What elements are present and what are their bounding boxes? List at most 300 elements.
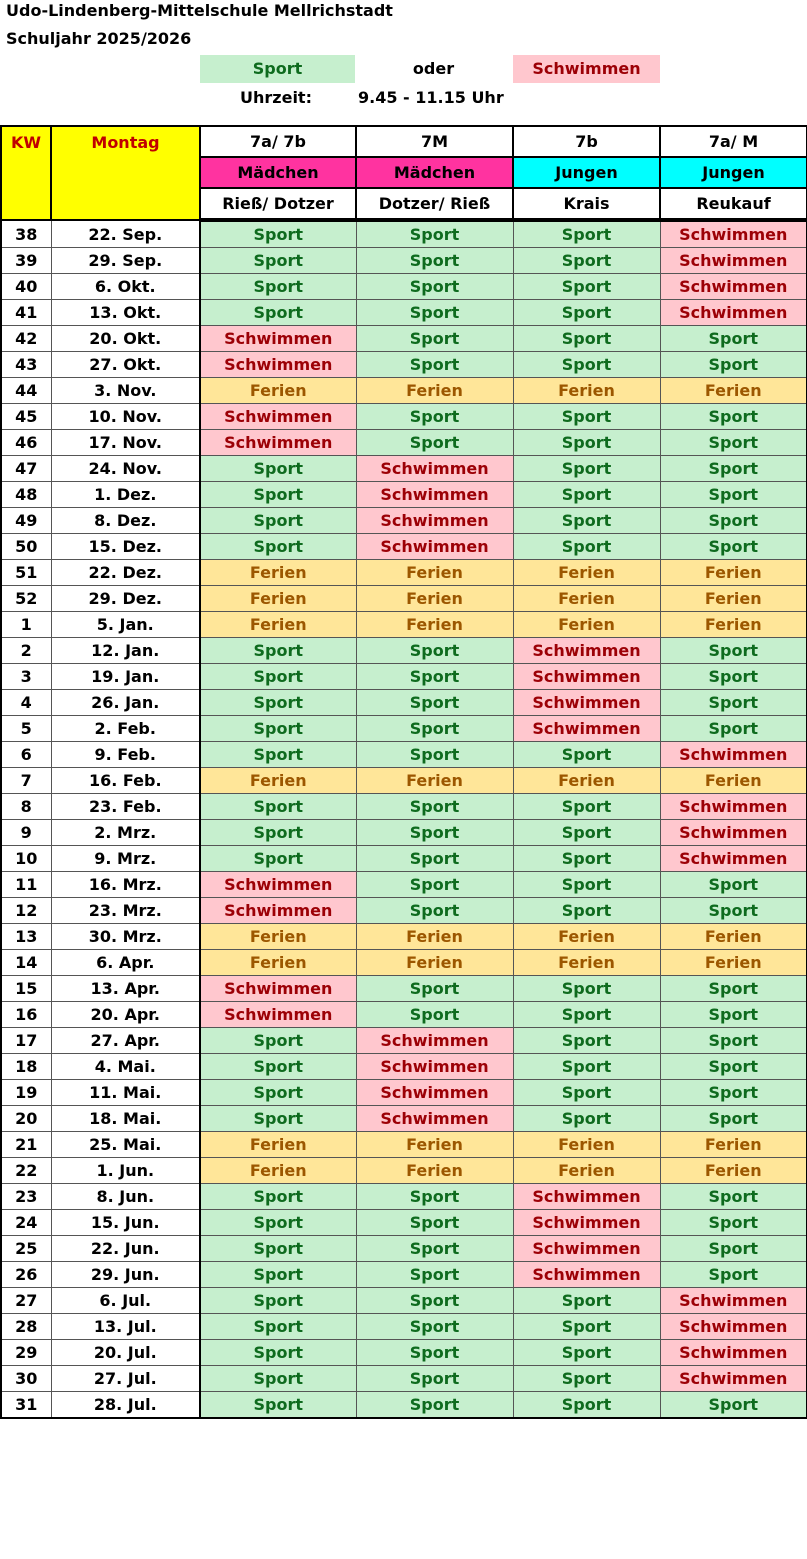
activity-cell: Sport <box>513 1392 660 1419</box>
time-value: 9.45 - 11.15 Uhr <box>358 88 504 107</box>
date-cell: 15. Jun. <box>51 1210 200 1236</box>
activity-cell: Sport <box>660 716 807 742</box>
activity-cell: Ferien <box>660 560 807 586</box>
date-cell: 2. Feb. <box>51 716 200 742</box>
activity-cell: Ferien <box>513 586 660 612</box>
date-cell: 19. Jan. <box>51 664 200 690</box>
activity-cell: Sport <box>660 1080 807 1106</box>
kw-cell: 25 <box>1 1236 51 1262</box>
activity-cell: Sport <box>513 820 660 846</box>
activity-cell: Sport <box>660 872 807 898</box>
activity-cell: Sport <box>513 430 660 456</box>
activity-cell: Sport <box>200 1236 356 1262</box>
kw-cell: 11 <box>1 872 51 898</box>
activity-cell: Sport <box>200 1340 356 1366</box>
legend-sport: Sport <box>200 55 355 83</box>
activity-cell: Sport <box>660 976 807 1002</box>
date-cell: 23. Mrz. <box>51 898 200 924</box>
activity-cell: Schwimmen <box>200 404 356 430</box>
date-cell: 28. Jul. <box>51 1392 200 1419</box>
table-row <box>1 1314 807 1340</box>
activity-cell: Sport <box>356 1392 513 1419</box>
date-cell: 9. Mrz. <box>51 846 200 872</box>
kw-cell: 16 <box>1 1002 51 1028</box>
activity-cell: Ferien <box>200 560 356 586</box>
table-row <box>1 1106 807 1132</box>
activity-cell: Schwimmen <box>513 1262 660 1288</box>
class-header: 7a/ M <box>660 126 807 157</box>
activity-cell: Schwimmen <box>356 508 513 534</box>
teacher-header: Rieß/ Dotzer <box>200 188 356 220</box>
activity-cell: Sport <box>356 794 513 820</box>
activity-cell: Sport <box>356 742 513 768</box>
activity-cell: Sport <box>200 794 356 820</box>
kw-cell: 13 <box>1 924 51 950</box>
table-row <box>1 482 807 508</box>
kw-cell: 49 <box>1 508 51 534</box>
table-row <box>1 456 807 482</box>
activity-cell: Sport <box>200 846 356 872</box>
activity-cell: Sport <box>356 1340 513 1366</box>
date-cell: 1. Jun. <box>51 1158 200 1184</box>
table-row <box>1 1080 807 1106</box>
class-header: 7M <box>356 126 513 157</box>
table-row <box>1 1132 807 1158</box>
teacher-header: Krais <box>513 188 660 220</box>
table-row <box>1 612 807 638</box>
activity-cell: Sport <box>513 482 660 508</box>
activity-cell: Schwimmen <box>200 976 356 1002</box>
kw-cell: 19 <box>1 1080 51 1106</box>
activity-cell: Sport <box>356 1210 513 1236</box>
activity-cell: Ferien <box>513 1158 660 1184</box>
activity-cell: Ferien <box>513 1132 660 1158</box>
kw-cell: 9 <box>1 820 51 846</box>
activity-cell: Ferien <box>356 378 513 404</box>
table-row <box>1 716 807 742</box>
activity-cell: Sport <box>356 1236 513 1262</box>
kw-cell: 20 <box>1 1106 51 1132</box>
kw-cell: 29 <box>1 1340 51 1366</box>
table-row <box>1 560 807 586</box>
kw-cell: 18 <box>1 1054 51 1080</box>
activity-cell: Schwimmen <box>660 1340 807 1366</box>
activity-cell: Sport <box>200 482 356 508</box>
table-row <box>1 846 807 872</box>
activity-cell: Ferien <box>660 586 807 612</box>
activity-cell: Sport <box>200 820 356 846</box>
activity-cell: Ferien <box>356 924 513 950</box>
activity-cell: Sport <box>356 300 513 326</box>
date-cell: 13. Okt. <box>51 300 200 326</box>
activity-cell: Sport <box>513 742 660 768</box>
activity-cell: Sport <box>513 274 660 300</box>
kw-cell: 24 <box>1 1210 51 1236</box>
activity-cell: Sport <box>513 1080 660 1106</box>
date-cell: 6. Apr. <box>51 950 200 976</box>
table-row <box>1 950 807 976</box>
activity-cell: Ferien <box>200 1158 356 1184</box>
activity-cell: Sport <box>200 1366 356 1392</box>
activity-cell: Sport <box>660 482 807 508</box>
activity-cell: Schwimmen <box>660 220 807 248</box>
kw-cell: 5 <box>1 716 51 742</box>
activity-cell: Schwimmen <box>660 274 807 300</box>
activity-cell: Sport <box>200 716 356 742</box>
activity-cell: Sport <box>356 716 513 742</box>
activity-cell: Sport <box>660 456 807 482</box>
activity-cell: Sport <box>660 898 807 924</box>
table-row <box>1 1210 807 1236</box>
table-row <box>1 872 807 898</box>
kw-header: KW <box>1 126 51 220</box>
kw-cell: 14 <box>1 950 51 976</box>
activity-cell: Ferien <box>513 612 660 638</box>
activity-cell: Ferien <box>200 378 356 404</box>
activity-cell: Schwimmen <box>513 1210 660 1236</box>
activity-cell: Schwimmen <box>200 352 356 378</box>
kw-cell: 23 <box>1 1184 51 1210</box>
kw-cell: 1 <box>1 612 51 638</box>
kw-cell: 4 <box>1 690 51 716</box>
activity-cell: Schwimmen <box>513 1236 660 1262</box>
kw-cell: 26 <box>1 1262 51 1288</box>
activity-cell: Ferien <box>200 768 356 794</box>
table-row <box>1 742 807 768</box>
activity-cell: Schwimmen <box>660 248 807 274</box>
date-cell: 25. Mai. <box>51 1132 200 1158</box>
activity-cell: Sport <box>200 1288 356 1314</box>
activity-cell: Sport <box>200 1106 356 1132</box>
activity-cell: Sport <box>356 1002 513 1028</box>
date-cell: 8. Dez. <box>51 508 200 534</box>
date-cell: 22. Jun. <box>51 1236 200 1262</box>
gender-header: Mädchen <box>200 157 356 188</box>
activity-cell: Ferien <box>356 560 513 586</box>
activity-cell: Sport <box>200 508 356 534</box>
activity-cell: Sport <box>200 690 356 716</box>
table-row <box>1 404 807 430</box>
montag-header: Montag <box>51 126 200 220</box>
kw-cell: 3 <box>1 664 51 690</box>
activity-cell: Schwimmen <box>513 690 660 716</box>
activity-cell: Sport <box>200 664 356 690</box>
activity-cell: Sport <box>200 1392 356 1419</box>
school-title: Udo-Lindenberg-Mittelschule Mellrichstadt <box>6 1 393 20</box>
activity-cell: Schwimmen <box>200 1002 356 1028</box>
activity-cell: Sport <box>200 1314 356 1340</box>
date-cell: 16. Mrz. <box>51 872 200 898</box>
activity-cell: Sport <box>513 1028 660 1054</box>
activity-cell: Ferien <box>660 950 807 976</box>
activity-cell: Sport <box>513 898 660 924</box>
teacher-header: Reukauf <box>660 188 807 220</box>
table-row <box>1 820 807 846</box>
class-header: 7a/ 7b <box>200 126 356 157</box>
date-cell: 9. Feb. <box>51 742 200 768</box>
table-row <box>1 534 807 560</box>
kw-cell: 46 <box>1 430 51 456</box>
activity-cell: Sport <box>513 1002 660 1028</box>
activity-cell: Sport <box>356 898 513 924</box>
activity-cell: Schwimmen <box>660 742 807 768</box>
date-cell: 18. Mai. <box>51 1106 200 1132</box>
kw-cell: 27 <box>1 1288 51 1314</box>
activity-cell: Sport <box>200 300 356 326</box>
date-cell: 5. Jan. <box>51 612 200 638</box>
activity-cell: Sport <box>513 1366 660 1392</box>
activity-cell: Sport <box>356 638 513 664</box>
table-row <box>1 924 807 950</box>
kw-cell: 7 <box>1 768 51 794</box>
date-cell: 29. Sep. <box>51 248 200 274</box>
activity-cell: Schwimmen <box>356 1028 513 1054</box>
kw-cell: 45 <box>1 404 51 430</box>
activity-cell: Sport <box>513 1288 660 1314</box>
activity-cell: Schwimmen <box>660 1366 807 1392</box>
activity-cell: Ferien <box>513 768 660 794</box>
activity-cell: Sport <box>356 430 513 456</box>
activity-cell: Sport <box>356 1184 513 1210</box>
activity-cell: Schwimmen <box>660 1288 807 1314</box>
activity-cell: Sport <box>660 352 807 378</box>
gender-header: Mädchen <box>356 157 513 188</box>
table-row <box>1 1340 807 1366</box>
table-row <box>1 690 807 716</box>
activity-cell: Sport <box>513 1314 660 1340</box>
activity-cell: Ferien <box>200 612 356 638</box>
activity-cell: Ferien <box>200 586 356 612</box>
activity-cell: Sport <box>200 742 356 768</box>
activity-cell: Sport <box>513 872 660 898</box>
activity-cell: Sport <box>660 638 807 664</box>
kw-cell: 30 <box>1 1366 51 1392</box>
table-row <box>1 300 807 326</box>
table-row <box>1 326 807 352</box>
activity-cell: Sport <box>660 1210 807 1236</box>
activity-cell: Ferien <box>660 378 807 404</box>
activity-cell: Ferien <box>513 924 660 950</box>
activity-cell: Sport <box>200 1028 356 1054</box>
date-cell: 1. Dez. <box>51 482 200 508</box>
activity-cell: Sport <box>356 872 513 898</box>
activity-cell: Sport <box>660 326 807 352</box>
kw-cell: 31 <box>1 1392 51 1419</box>
activity-cell: Schwimmen <box>200 326 356 352</box>
activity-cell: Sport <box>356 846 513 872</box>
kw-cell: 41 <box>1 300 51 326</box>
school-year: Schuljahr 2025/2026 <box>6 29 192 48</box>
kw-cell: 48 <box>1 482 51 508</box>
activity-cell: Sport <box>356 404 513 430</box>
activity-cell: Ferien <box>660 924 807 950</box>
activity-cell: Schwimmen <box>513 638 660 664</box>
table-row <box>1 220 807 248</box>
activity-cell: Sport <box>200 638 356 664</box>
date-cell: 6. Jul. <box>51 1288 200 1314</box>
date-cell: 16. Feb. <box>51 768 200 794</box>
date-cell: 20. Apr. <box>51 1002 200 1028</box>
time-label: Uhrzeit: <box>240 88 312 107</box>
activity-cell: Schwimmen <box>356 482 513 508</box>
activity-cell: Sport <box>200 248 356 274</box>
table-row <box>1 638 807 664</box>
kw-cell: 17 <box>1 1028 51 1054</box>
activity-cell: Sport <box>513 456 660 482</box>
activity-cell: Ferien <box>200 924 356 950</box>
activity-cell: Ferien <box>356 1132 513 1158</box>
activity-cell: Sport <box>200 1054 356 1080</box>
activity-cell: Schwimmen <box>660 794 807 820</box>
date-cell: 15. Dez. <box>51 534 200 560</box>
activity-cell: Schwimmen <box>200 898 356 924</box>
table-row <box>1 1184 807 1210</box>
activity-cell: Ferien <box>660 768 807 794</box>
activity-cell: Ferien <box>513 378 660 404</box>
table-row <box>1 1054 807 1080</box>
date-cell: 29. Dez. <box>51 586 200 612</box>
activity-cell: Sport <box>356 1288 513 1314</box>
table-row <box>1 430 807 456</box>
date-cell: 20. Jul. <box>51 1340 200 1366</box>
activity-cell: Schwimmen <box>356 456 513 482</box>
date-cell: 22. Sep. <box>51 220 200 248</box>
kw-cell: 6 <box>1 742 51 768</box>
kw-cell: 38 <box>1 220 51 248</box>
activity-cell: Sport <box>513 300 660 326</box>
table-row <box>1 976 807 1002</box>
kw-cell: 52 <box>1 586 51 612</box>
table-row <box>1 1236 807 1262</box>
activity-cell: Sport <box>660 1002 807 1028</box>
activity-cell: Ferien <box>660 1158 807 1184</box>
table-row <box>1 898 807 924</box>
activity-cell: Schwimmen <box>660 1314 807 1340</box>
activity-cell: Sport <box>513 1106 660 1132</box>
table-row <box>1 586 807 612</box>
activity-cell: Ferien <box>356 768 513 794</box>
activity-cell: Sport <box>513 220 660 248</box>
kw-cell: 15 <box>1 976 51 1002</box>
activity-cell: Sport <box>513 846 660 872</box>
activity-cell: Sport <box>513 404 660 430</box>
activity-cell: Sport <box>660 1106 807 1132</box>
date-cell: 27. Jul. <box>51 1366 200 1392</box>
table-row <box>1 274 807 300</box>
table-row <box>1 378 807 404</box>
activity-cell: Sport <box>660 690 807 716</box>
schedule-body <box>1 220 807 1418</box>
activity-cell: Sport <box>660 430 807 456</box>
class-header: 7b <box>513 126 660 157</box>
activity-cell: Ferien <box>660 1132 807 1158</box>
kw-cell: 12 <box>1 898 51 924</box>
table-row <box>1 352 807 378</box>
activity-cell: Sport <box>660 534 807 560</box>
activity-cell: Sport <box>513 534 660 560</box>
kw-cell: 28 <box>1 1314 51 1340</box>
date-cell: 26. Jan. <box>51 690 200 716</box>
activity-cell: Sport <box>356 1314 513 1340</box>
activity-cell: Sport <box>356 274 513 300</box>
activity-cell: Ferien <box>356 612 513 638</box>
table-row <box>1 1392 807 1419</box>
teacher-header: Dotzer/ Rieß <box>356 188 513 220</box>
kw-cell: 10 <box>1 846 51 872</box>
activity-cell: Sport <box>660 1392 807 1419</box>
activity-cell: Schwimmen <box>513 1184 660 1210</box>
activity-cell: Ferien <box>660 612 807 638</box>
table-row <box>1 664 807 690</box>
activity-cell: Schwimmen <box>513 664 660 690</box>
activity-cell: Sport <box>660 1262 807 1288</box>
activity-cell: Ferien <box>513 950 660 976</box>
activity-cell: Sport <box>356 248 513 274</box>
kw-cell: 44 <box>1 378 51 404</box>
date-cell: 20. Okt. <box>51 326 200 352</box>
kw-cell: 50 <box>1 534 51 560</box>
activity-cell: Sport <box>356 1366 513 1392</box>
activity-cell: Sport <box>513 1340 660 1366</box>
activity-cell: Schwimmen <box>356 1054 513 1080</box>
activity-cell: Sport <box>200 220 356 248</box>
date-cell: 17. Nov. <box>51 430 200 456</box>
table-row <box>1 1158 807 1184</box>
activity-cell: Sport <box>660 1028 807 1054</box>
activity-cell: Sport <box>660 1236 807 1262</box>
kw-cell: 8 <box>1 794 51 820</box>
date-cell: 8. Jun. <box>51 1184 200 1210</box>
kw-cell: 43 <box>1 352 51 378</box>
table-row <box>1 768 807 794</box>
activity-cell: Schwimmen <box>660 820 807 846</box>
activity-cell: Sport <box>513 248 660 274</box>
activity-cell: Schwimmen <box>200 872 356 898</box>
activity-cell: Sport <box>356 664 513 690</box>
kw-cell: 39 <box>1 248 51 274</box>
activity-cell: Sport <box>660 1184 807 1210</box>
gender-header: Jungen <box>660 157 807 188</box>
activity-cell: Sport <box>200 456 356 482</box>
legend-oder: oder <box>412 59 455 78</box>
activity-cell: Ferien <box>356 1158 513 1184</box>
kw-cell: 47 <box>1 456 51 482</box>
activity-cell: Sport <box>660 404 807 430</box>
activity-cell: Sport <box>513 1054 660 1080</box>
activity-cell: Schwimmen <box>660 300 807 326</box>
activity-cell: Sport <box>513 352 660 378</box>
date-cell: 27. Apr. <box>51 1028 200 1054</box>
activity-cell: Ferien <box>200 950 356 976</box>
table-row <box>1 1262 807 1288</box>
table-row <box>1 1366 807 1392</box>
activity-cell: Sport <box>200 534 356 560</box>
date-cell: 4. Mai. <box>51 1054 200 1080</box>
date-cell: 3. Nov. <box>51 378 200 404</box>
kw-cell: 2 <box>1 638 51 664</box>
date-cell: 11. Mai. <box>51 1080 200 1106</box>
activity-cell: Schwimmen <box>356 1106 513 1132</box>
activity-cell: Sport <box>660 508 807 534</box>
activity-cell: Sport <box>513 326 660 352</box>
activity-cell: Ferien <box>356 950 513 976</box>
activity-cell: Sport <box>356 820 513 846</box>
activity-cell: Sport <box>513 508 660 534</box>
activity-cell: Ferien <box>513 560 660 586</box>
activity-cell: Sport <box>356 1262 513 1288</box>
activity-cell: Schwimmen <box>200 430 356 456</box>
activity-cell: Sport <box>356 352 513 378</box>
